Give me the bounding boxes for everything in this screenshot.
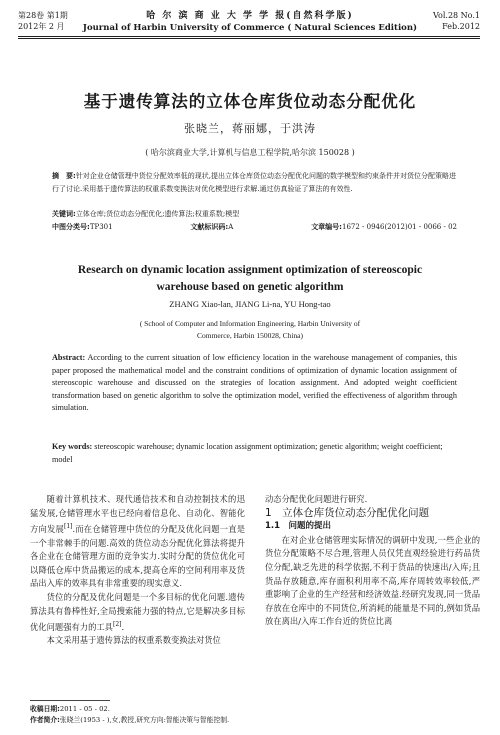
body-column-right bbox=[265, 493, 480, 629]
paper-title-en-line2: warehouse based on genetic algorithm bbox=[156, 281, 344, 293]
paper-title-en bbox=[0, 262, 500, 296]
author-bio-label: 作者简介: bbox=[30, 716, 60, 724]
abstract-cn bbox=[52, 170, 457, 195]
affiliation-en-line1: ( School of Computer and Information Engineering, Harbin University of bbox=[139, 319, 361, 328]
abstract-en bbox=[52, 352, 457, 415]
keywords-cn bbox=[52, 208, 457, 221]
keywords-en-label: Key words: bbox=[52, 442, 93, 451]
body-paragraph: 随着计算机技术、现代通信技术和自动控制技术的迅猛发展,仓储管理水平也已经向着信息化、自动化、智能化方向发展[1].而在仓储管理中货位的分配及优化问题一直是一个非常棘手的问题.高效的货位动态分配优化算法将提升各企业在仓储管理方面的竞争实力.实时分配的货位优化可以降低仓库中货品搬运的成本,提高仓库的空间利用率及货品出入库的效率具有非常重要的现实意义. bbox=[30, 494, 245, 589]
received-date: 2011 - 05 - 02. bbox=[59, 705, 110, 713]
section-heading: 1 立体仓库货位动态分配优化问题 bbox=[265, 506, 430, 519]
keywords-cn-label: 关键词: bbox=[52, 210, 76, 218]
body-paragraph: 在对企业仓储管理实际情况的调研中发现,一些企业的货位分配策略不尽合理,管理人员仅凭直观经验进行药品货位分配,缺乏先进的科学依据,不利于货品的快速出/入库;且货品存放随意,库存面积利用率不高,库存周转效率较低,严重影响了企业的生产经营和经济效益.经研究发现,同一货品存放在仓库中的不同货位,所消耗的能量是不同的,例如货品放在离出/入库工作台近的货位比离 bbox=[265, 534, 480, 627]
header-right bbox=[433, 10, 480, 32]
citation-ref: [1] bbox=[63, 523, 73, 531]
author-bio: 张晓兰(1953 - ),女,教授,研究方向:智能决策与智能控制. bbox=[59, 716, 230, 724]
footnote bbox=[30, 704, 245, 726]
keywords-en-text: stereoscopic warehouse; dynamic location assignment optimization; genetic algorithm; weight coefficient; model bbox=[52, 442, 443, 464]
abstract-en-text: According to the current situation of low efficiency location in the warehouse management of companies, this paper proposed the mathematical model and the constraint conditions of optimization of dynamic location assignment of stereoscopic warehouse and discussed on the strategies of location assignment. And adopted weight coefficient transformation based on genetic algorithm to solve the optimization model, verified the effectiveness of algorithm through simulation. bbox=[52, 353, 457, 413]
date-en: Feb.2012 bbox=[442, 22, 480, 31]
citation-ref: [2] bbox=[112, 621, 122, 629]
affiliation-cn: ( 哈尔滨商业大学,计算机与信息工程学院,哈尔滨 150028 ) bbox=[145, 148, 355, 157]
volume-issue-cn: 第28卷 第1期 bbox=[18, 11, 68, 20]
keywords-en bbox=[52, 441, 457, 466]
keywords-cn-text: 立体仓库;货位动态分配优化;遗传算法;权重系数;模型 bbox=[75, 210, 240, 218]
doc-code-value: A bbox=[228, 223, 234, 231]
received-label: 收稿日期: bbox=[30, 705, 60, 713]
body-paragraph: 本文采用基于遗传算法的权重系数变换法对货位 bbox=[46, 635, 221, 646]
affiliation-en bbox=[0, 318, 500, 342]
article-no-label: 文章编号: bbox=[311, 223, 342, 231]
body-column-left bbox=[30, 493, 245, 648]
abstract-cn-text: 针对企业仓储管理中货位分配效率低的现状,提出立体仓库货位动态分配优化问题的数学模型和约束条件并对货位分配策略进行了讨论.采用基于遗传算法的权重系数变换法对优化模型进行求解.通过仿真验证了算法的有效性. bbox=[52, 172, 457, 193]
authors-cn: 张晓兰，蒋丽娜，于洪涛 bbox=[184, 122, 316, 135]
body-paragraph: 货位的分配及优化问题是一个多目标的优化问题.遗传算法具有鲁棒性好,全局搜索能力强的特点,它是解决多目标优化问题强有力的工具[2]. bbox=[30, 591, 245, 632]
article-no-value: 1672 - 0946(2012)01 - 0066 - 02 bbox=[342, 223, 457, 231]
abstract-cn-label: 摘 要: bbox=[52, 172, 76, 180]
authors-en: ZHANG Xiao-lan, JIANG Li-na, YU Hong-tao bbox=[169, 299, 331, 309]
header-rule-2 bbox=[18, 38, 480, 39]
date-cn: 2012年 2 月 bbox=[18, 22, 65, 31]
affiliation-en-line2: Commerce, Harbin 150028, China) bbox=[196, 331, 304, 340]
footnote-rule bbox=[30, 700, 110, 701]
classification-line bbox=[52, 221, 457, 234]
header-rule bbox=[18, 36, 480, 37]
journal-name-cn: 哈 尔 滨 商 业 大 学 学 报(自然科学版) bbox=[146, 11, 354, 21]
paper-title-en-line1: Research on dynamic location assignment optimization of stereoscopic bbox=[77, 264, 423, 276]
body-paragraph: 动态分配优化问题进行研究. bbox=[265, 494, 368, 504]
paper-title-cn: 基于遗传算法的立体仓库货位动态分配优化 bbox=[83, 92, 417, 111]
doc-code-label: 文献标识码: bbox=[190, 223, 229, 231]
clc-label: 中图分类号: bbox=[52, 223, 90, 231]
header-center bbox=[0, 10, 500, 34]
journal-name-en: Journal of Harbin University of Commerce ( Natural Sciences Edition) bbox=[82, 23, 418, 33]
clc-value: TP301 bbox=[89, 223, 113, 231]
volume-issue-en: Vol.28 No.1 bbox=[433, 11, 480, 20]
abstract-en-label: Abstract: bbox=[52, 353, 86, 362]
subsection-heading: 1.1 问题的提出 bbox=[265, 521, 332, 532]
